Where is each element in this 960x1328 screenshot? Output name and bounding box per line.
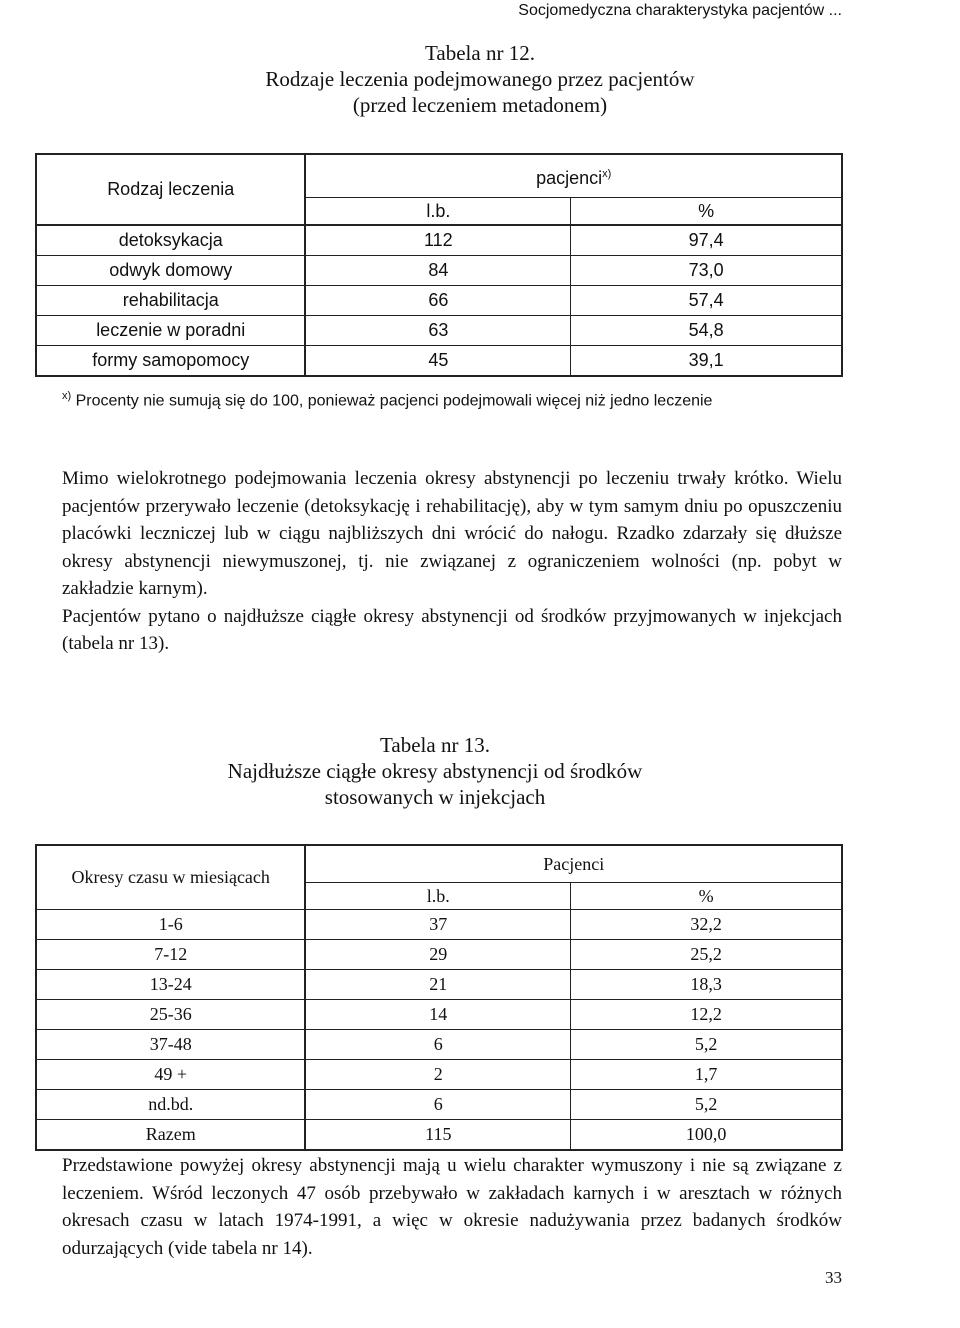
row-label: 37-48 [36, 1030, 305, 1060]
row-lb: 14 [305, 1000, 570, 1030]
table13 [35, 844, 843, 1151]
table12-col-header: Rodzaj leczenia [36, 154, 305, 225]
table-row [36, 286, 842, 316]
footnote-mark: x) [62, 390, 72, 402]
row-lb: 63 [305, 316, 570, 346]
row-label: nd.bd. [36, 1090, 305, 1120]
table12-footnote [62, 390, 712, 410]
row-lb: 2 [305, 1060, 570, 1090]
paragraph: Mimo wielokrotnego podejmowania leczenia okresy abstynencji po leczeniu trwały krótko. Wielu pacjentów przerywało leczenie (detoksykację i rehabilitację), aby w tym samym dniu po opuszczeniu placówki leczniczej lub w ciągu najbliższych dni wrócić do nałogu. Rzadko zdarzały się dłuższe okresy abstynencji niewymuszonej, tj. nie związanej z ograniczeniem wolności (np. pobyt w zakładzie karnym). [62, 468, 842, 599]
paragraph: Przedstawione powyżej okresy abstynencji mają u wielu charakter wymuszony i nie są związane z leczeniem. Wśród leczonych 47 osób przebywało w zakładach karnych i w aresztach w różnych okresach czasu w latach 1974-1991, a więc w okresie nadużywania przez badanych środków odurzających (vide tabela nr 14). [62, 1155, 842, 1259]
row-label: odwyk domowy [36, 256, 305, 286]
row-pct: 57,4 [571, 286, 842, 316]
row-pct: 32,2 [571, 910, 842, 940]
row-pct: 100,0 [685, 1124, 727, 1144]
table12-title-line2: (przed leczeniem metadonem) [352, 93, 608, 117]
row-lb: 45 [305, 346, 570, 377]
row-label: 1-6 [36, 910, 305, 940]
row-pct: 5,2 [571, 1090, 842, 1120]
paragraph: Pacjentów pytano o najdłuższe ciągłe okresy abstynencji od środków przyjmowanych w injekcjach (tabela nr 13). [62, 605, 842, 654]
row-lb: 21 [305, 970, 570, 1000]
row-label: 13-24 [36, 970, 305, 1000]
table13-col-header: Okresy czasu w miesiącach [36, 845, 305, 910]
row-label: leczenie w poradni [36, 316, 305, 346]
row-label: Razem [36, 1120, 305, 1151]
row-label: 7-12 [36, 940, 305, 970]
table-row [36, 1090, 842, 1120]
table-row [36, 346, 842, 377]
row-pct: 5,2 [571, 1030, 842, 1060]
table-row [36, 1060, 842, 1090]
table-row [36, 225, 842, 256]
row-pct: 39,1 [688, 350, 724, 370]
table13-title-line1: Najdłuższe ciągłe okresy abstynencji od środków [227, 759, 643, 783]
table12-sub-pct: % [571, 198, 842, 226]
table-row [36, 1000, 842, 1030]
table-row [36, 316, 842, 346]
table13-group-header: Pacjenci [305, 845, 842, 883]
table13-number: Tabela nr 13. [380, 733, 490, 757]
table13-sub-lb: l.b. [305, 883, 570, 910]
table12-sub-lb: l.b. [305, 198, 570, 226]
row-lb: 115 [305, 1120, 570, 1151]
row-lb: 84 [305, 256, 570, 286]
table13-header-row [36, 845, 842, 883]
row-pct: 25,2 [571, 940, 842, 970]
page-number: 33 [825, 1268, 842, 1287]
footnote-text: Procenty nie sumują się do 100, ponieważ pacjenci podejmowali więcej niż jedno leczenie [75, 392, 713, 410]
row-pct: 73,0 [571, 256, 842, 286]
row-lb: 6 [305, 1030, 570, 1060]
row-pct: 1,7 [571, 1060, 842, 1090]
table-row [36, 256, 842, 286]
table12-header-row [36, 154, 842, 198]
running-header: Socjomedyczna charakterystyka pacjentów ... [518, 2, 842, 19]
table-row [36, 1030, 842, 1060]
row-pct: 54,8 [571, 316, 842, 346]
row-label: detoksykacja [36, 225, 305, 256]
body-text-2 [62, 1152, 842, 1262]
table12-number: Tabela nr 12. [425, 41, 535, 65]
table13-sub-pct: % [571, 883, 842, 910]
row-label: formy samopomocy [36, 346, 305, 377]
row-lb: 29 [305, 940, 570, 970]
table12-group-sup: x) [602, 168, 612, 180]
table-row-total [36, 1120, 842, 1151]
row-label: 25-36 [36, 1000, 305, 1030]
row-label: 49 + [36, 1060, 305, 1090]
table12-title-line1: Rodzaje leczenia podejmowanego przez pacjentów [265, 67, 695, 91]
table-row [36, 970, 842, 1000]
row-lb: 6 [305, 1090, 570, 1120]
row-pct: 12,2 [571, 1000, 842, 1030]
row-lb: 37 [305, 910, 570, 940]
row-label: rehabilitacja [36, 286, 305, 316]
body-text-1 [62, 465, 842, 658]
row-pct: 18,3 [571, 970, 842, 1000]
table12-group-label: pacjenci [536, 168, 603, 188]
row-lb: 66 [305, 286, 570, 316]
row-pct: 97,4 [571, 225, 842, 256]
table-row [36, 910, 842, 940]
row-lb: 112 [305, 225, 570, 256]
table13-title-line2: stosowanych w injekcjach [324, 785, 546, 809]
table12-group-header [305, 154, 842, 198]
table12 [35, 153, 843, 377]
table-row [36, 940, 842, 970]
